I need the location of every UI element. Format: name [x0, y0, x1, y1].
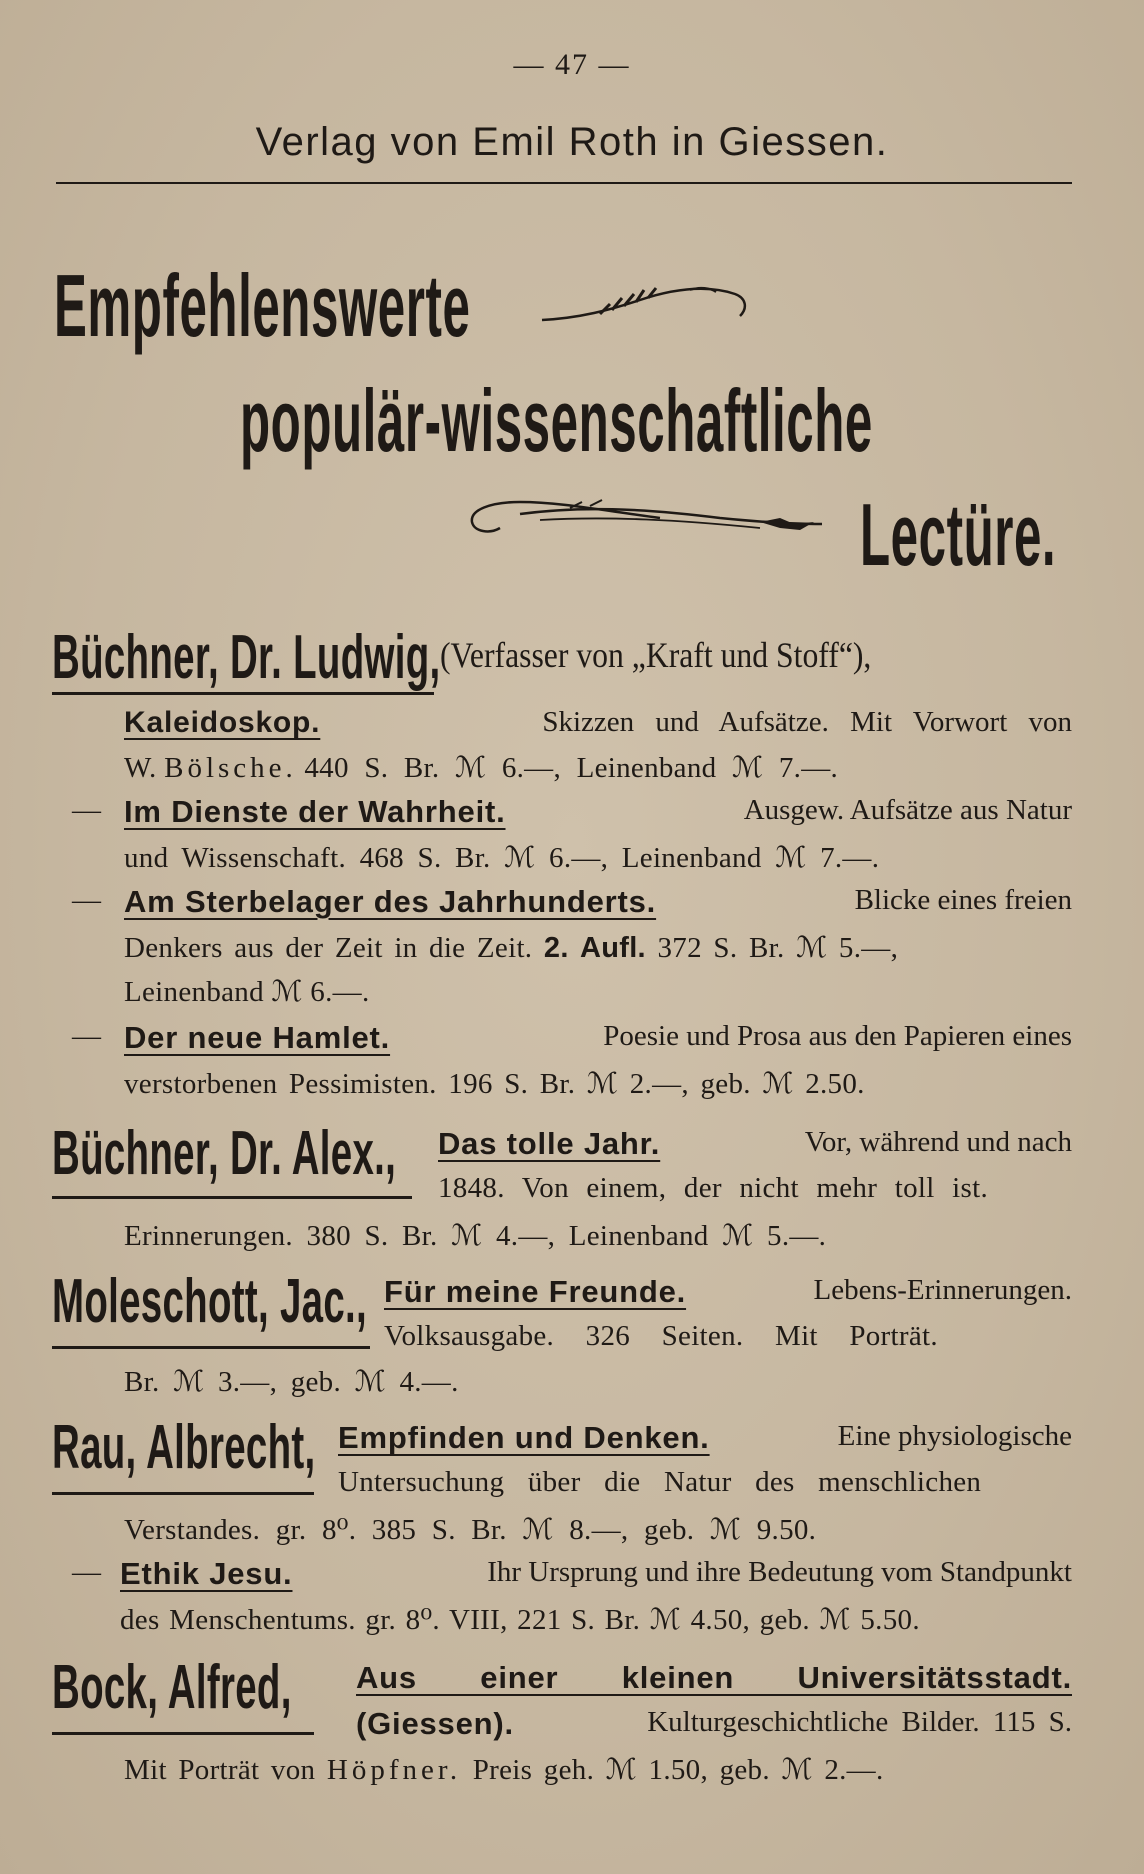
book-details: Untersuchung über die Natur des menschlichen [338, 1466, 982, 1498]
book-price: Verstandes. gr. 8⁰. 385 S. Br. ℳ 8.—, geb. ℳ 9.50. [124, 1514, 817, 1546]
book-details: des Menschentums. gr. 8⁰. VIII, 221 S. Br. ℳ 4.50, geb. ℳ 5.50. [120, 1604, 920, 1636]
author-name: Moleschott, Jac., [52, 1267, 368, 1336]
author-name-underline [52, 1196, 412, 1199]
repeat-dash: — [72, 884, 101, 916]
price-details: 372 S. Br. ℳ 5.—, [657, 932, 899, 964]
author-name-underline [52, 1492, 314, 1495]
author-name: Büchner, Dr. Alex., [52, 1119, 397, 1188]
book-entry-am-sterbelager [124, 884, 1072, 920]
book-title: Der neue Hamlet. [124, 1020, 391, 1055]
repeat-dash: — [72, 794, 101, 826]
book-price: Erinnerungen. 380 S. Br. ℳ 4.—, Leinenband ℳ 5.—. [124, 1220, 827, 1252]
book-subtitle: (Giessen). [356, 1706, 514, 1741]
book-details: Volksausgabe. 326 Seiten. Mit Porträt. [384, 1320, 938, 1352]
book-description: Lebens-Erinnerungen. [813, 1274, 1072, 1306]
book-entry-fuer-meine-freunde [384, 1274, 1072, 1310]
book-details [124, 930, 898, 965]
book-description: Ihr Ursprung und ihre Bedeutung vom Standpunkt [487, 1556, 1072, 1588]
book-entry-das-tolle-jahr [438, 1126, 1072, 1162]
book-entry-kaleidoskop [124, 706, 1072, 740]
author-name: Büchner, Dr. Ludwig, [52, 623, 441, 692]
price-details: 440 S. Br. ℳ 6.—, Leinenband ℳ 7.—. [304, 752, 839, 784]
headline-line-3: Lectüre. [860, 485, 1057, 584]
repeat-dash: — [72, 1556, 101, 1588]
book-description: Blicke eines freien [854, 884, 1072, 916]
headline-line-1: Empfehlenswerte [54, 256, 471, 355]
book-title: Das tolle Jahr. [438, 1126, 661, 1161]
editor-name: Bölsche. [164, 752, 297, 784]
book-description: Skizzen und Aufsätze. Mit Vorwort von [542, 706, 1072, 738]
author-name-underline [52, 692, 434, 695]
book-description: Poesie und Prosa aus den Papieren eines [603, 1020, 1072, 1052]
author-name: Bock, Alfred, [52, 1653, 292, 1722]
repeat-dash: — [72, 1020, 101, 1052]
book-description: Vor, während und nach [804, 1126, 1072, 1158]
author-note: (Verfasser von „Kraft und Stoff“), [440, 635, 872, 675]
author-name-underline [52, 1732, 314, 1735]
book-description: Ausgew. Aufsätze aus Natur [743, 794, 1072, 826]
author-name: Rau, Albrecht, [52, 1413, 316, 1482]
book-price: Br. ℳ 3.—, geb. ℳ 4.—. [124, 1366, 459, 1398]
portrait-artist: Höpfner. [326, 1754, 462, 1786]
subtitle-text: Denkers aus der Zeit in die Zeit. [124, 932, 533, 964]
book-entry-ethik-jesu [120, 1556, 1072, 1592]
book-title: Empfinden und Denken. [338, 1420, 710, 1455]
ornament-flourish-1 [540, 280, 750, 336]
book-title: Aus einer kleinen Universitätsstadt. [356, 1660, 1072, 1695]
book-entry-empfinden-und-denken [338, 1420, 1072, 1456]
edition-label: 2. Aufl. [543, 932, 646, 964]
book-binding-price: Leinenband ℳ 6.—. [124, 976, 370, 1008]
book-title: Für meine Freunde. [384, 1274, 687, 1309]
book-title: Im Dienste der Wahrheit. [124, 794, 506, 829]
book-description: Eine physiologische [837, 1420, 1072, 1452]
book-entry-im-dienste [124, 794, 1072, 830]
book-title: Kaleidoskop. [124, 706, 321, 739]
book-details: 1848. Von einem, der nicht mehr toll ist. [438, 1172, 989, 1204]
book-title: Ethik Jesu. [120, 1556, 293, 1591]
book-title: Am Sterbelager des Jahrhunderts. [124, 884, 657, 919]
ornament-flourish-2 [460, 492, 830, 548]
book-details [124, 750, 838, 785]
publisher-heading: Verlag von Emil Roth in Giessen. [255, 120, 889, 164]
book-details [356, 1706, 1072, 1742]
author-name-underline [52, 1346, 370, 1349]
header-rule [56, 182, 1072, 184]
book-price [124, 1752, 884, 1787]
book-entry-aus-einer-kleinen-universitaetsstadt [356, 1660, 1072, 1696]
price-details: Preis geh. ℳ 1.50, geb. ℳ 2.—. [472, 1754, 884, 1786]
book-details: und Wissenschaft. 468 S. Br. ℳ 6.—, Leinenband ℳ 7.—. [124, 842, 880, 874]
text-initial: W. [124, 752, 157, 784]
page-number: — 47 — [513, 48, 631, 81]
headline-line-2: populär-wissenschaftliche [240, 371, 873, 470]
book-entry-der-neue-hamlet [124, 1020, 1072, 1056]
portrait-note: Mit Porträt von [124, 1754, 316, 1786]
book-details: verstorbenen Pessimisten. 196 S. Br. ℳ 2.—, geb. ℳ 2.50. [124, 1068, 865, 1100]
book-description: Kulturgeschichtliche Bilder. 115 S. [647, 1706, 1072, 1738]
